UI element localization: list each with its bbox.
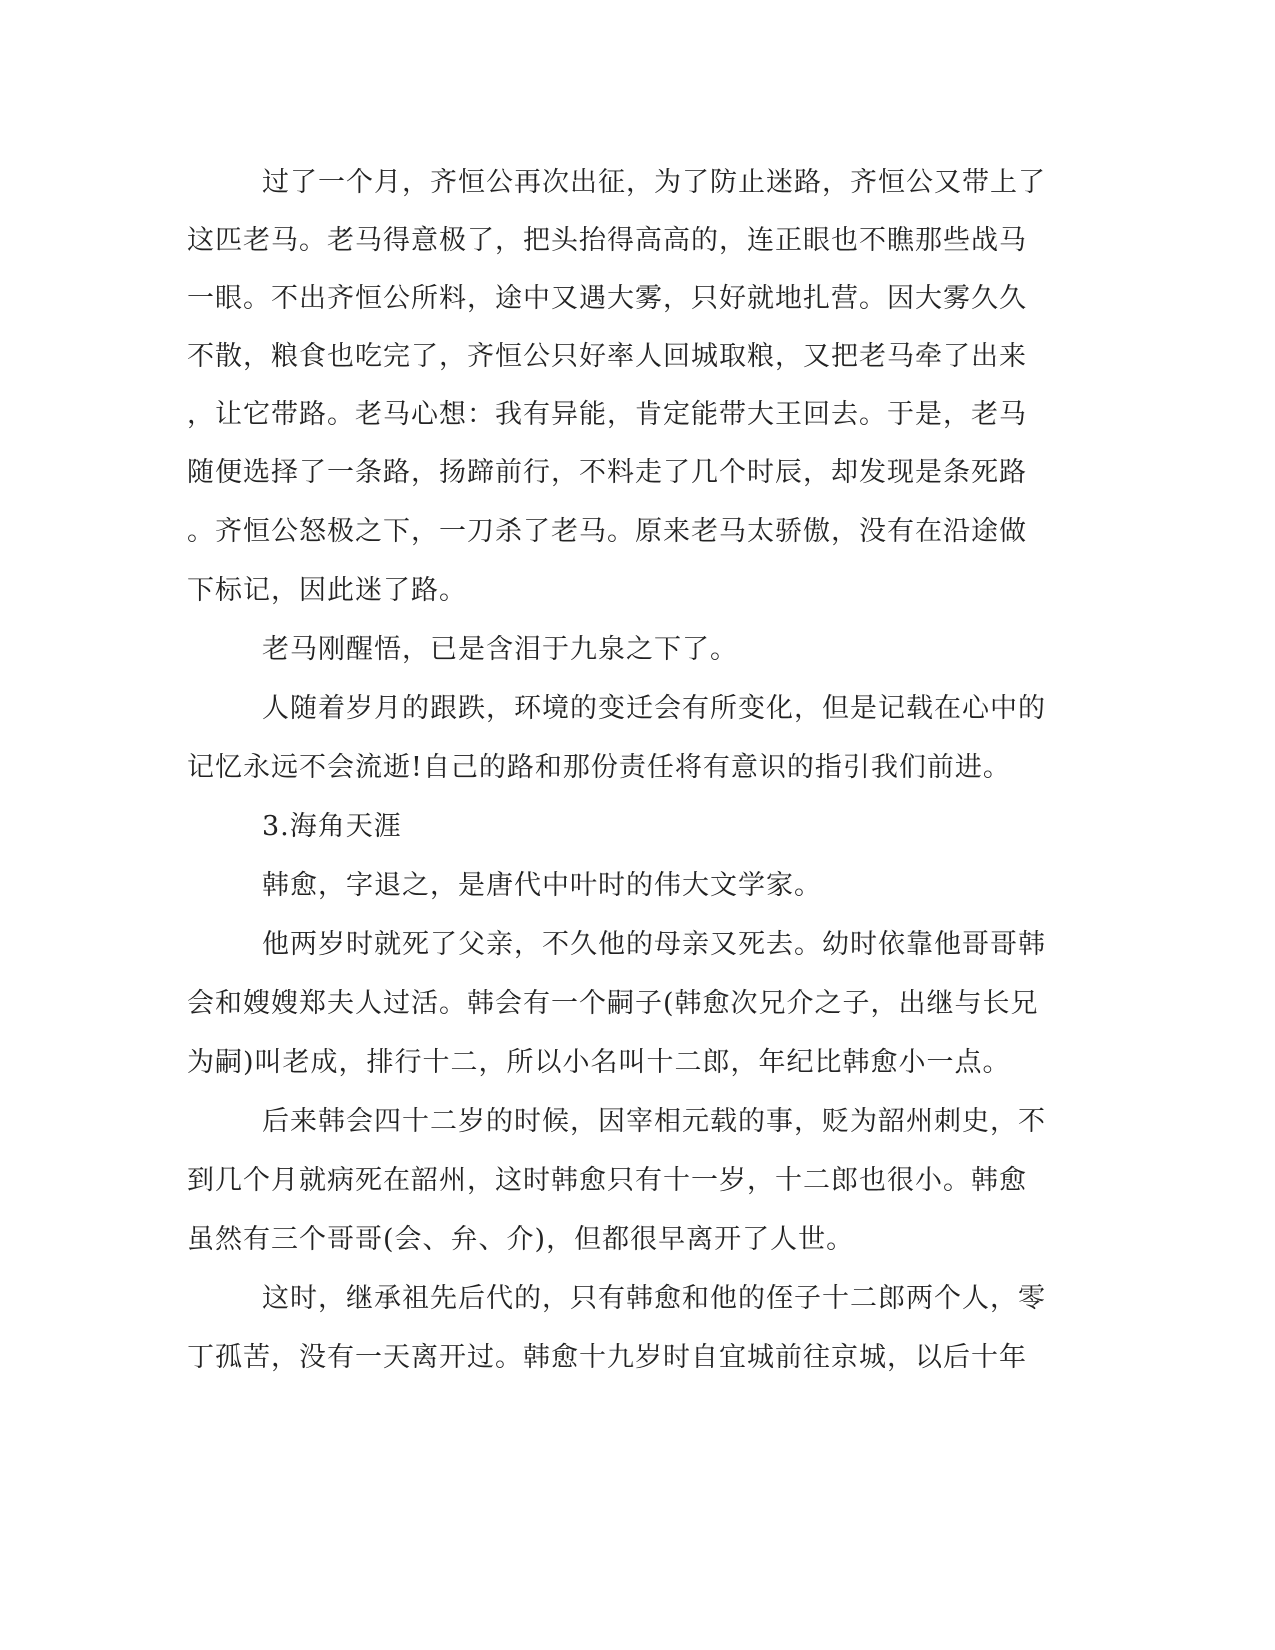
text-line: 到几个月就病死在韶州，这时韩愈只有十一岁，十二郎也很小。韩愈 — [187, 1165, 1027, 1196]
text-line: 人随着岁月的跟跌，环境的变迁会有所变化，但是记载在心中的 — [262, 693, 1046, 724]
text-line: 为嗣)叫老成，排行十二，所以小名叫十二郎，年纪比韩愈小一点。 — [187, 1047, 1011, 1078]
text-line: 这匹老马。老马得意极了，把头抬得高高的，连正眼也不瞧那些战马 — [187, 225, 1027, 256]
text-line: 虽然有三个哥哥(会、弁、介)，但都很早离开了人世。 — [187, 1224, 855, 1255]
text-line: 他两岁时就死了父亲，不久他的母亲又死去。幼时依靠他哥哥韩 — [262, 929, 1046, 960]
text-line: 丁孤苦，没有一天离开过。韩愈十九岁时自宜城前往京城，以后十年 — [187, 1342, 1027, 1373]
text-line: 过了一个月，齐恒公再次出征，为了防止迷路，齐恒公又带上了 — [262, 167, 1046, 198]
text-line: 老马刚醒悟，已是含泪于九泉之下了。 — [262, 634, 738, 665]
text-line: 韩愈，字退之，是唐代中叶时的伟大文学家。 — [262, 870, 822, 901]
text-line: 不散，粮食也吃完了，齐恒公只好率人回城取粮，又把老马牵了出来 — [187, 341, 1027, 372]
text-line: 随便选择了一条路，扬蹄前行，不料走了几个时辰，却发现是条死路 — [187, 457, 1027, 488]
text-line: 会和嫂嫂郑夫人过活。韩会有一个嗣子(韩愈次兄介之子，出继与长兄 — [187, 988, 1039, 1019]
section-heading: 3.海角天涯 — [262, 811, 402, 842]
text-line: 后来韩会四十二岁的时候，因宰相元载的事，贬为韶州刺史，不 — [262, 1106, 1046, 1137]
text-line: 这时，继承祖先后代的，只有韩愈和他的侄子十二郎两个人，零 — [262, 1283, 1046, 1314]
text-line: ，让它带路。老马心想：我有异能，肯定能带大王回去。于是，老马 — [187, 399, 1027, 430]
text-line: 记忆永远不会流逝!自己的路和那份责任将有意识的指引我们前进。 — [187, 752, 1011, 783]
text-line: 一眼。不出齐恒公所料，途中又遇大雾，只好就地扎营。因大雾久久 — [187, 283, 1027, 314]
text-line: 。齐恒公怒极之下，一刀杀了老马。原来老马太骄傲，没有在沿途做 — [187, 516, 1027, 547]
text-line: 下标记，因此迷了路。 — [187, 575, 467, 606]
